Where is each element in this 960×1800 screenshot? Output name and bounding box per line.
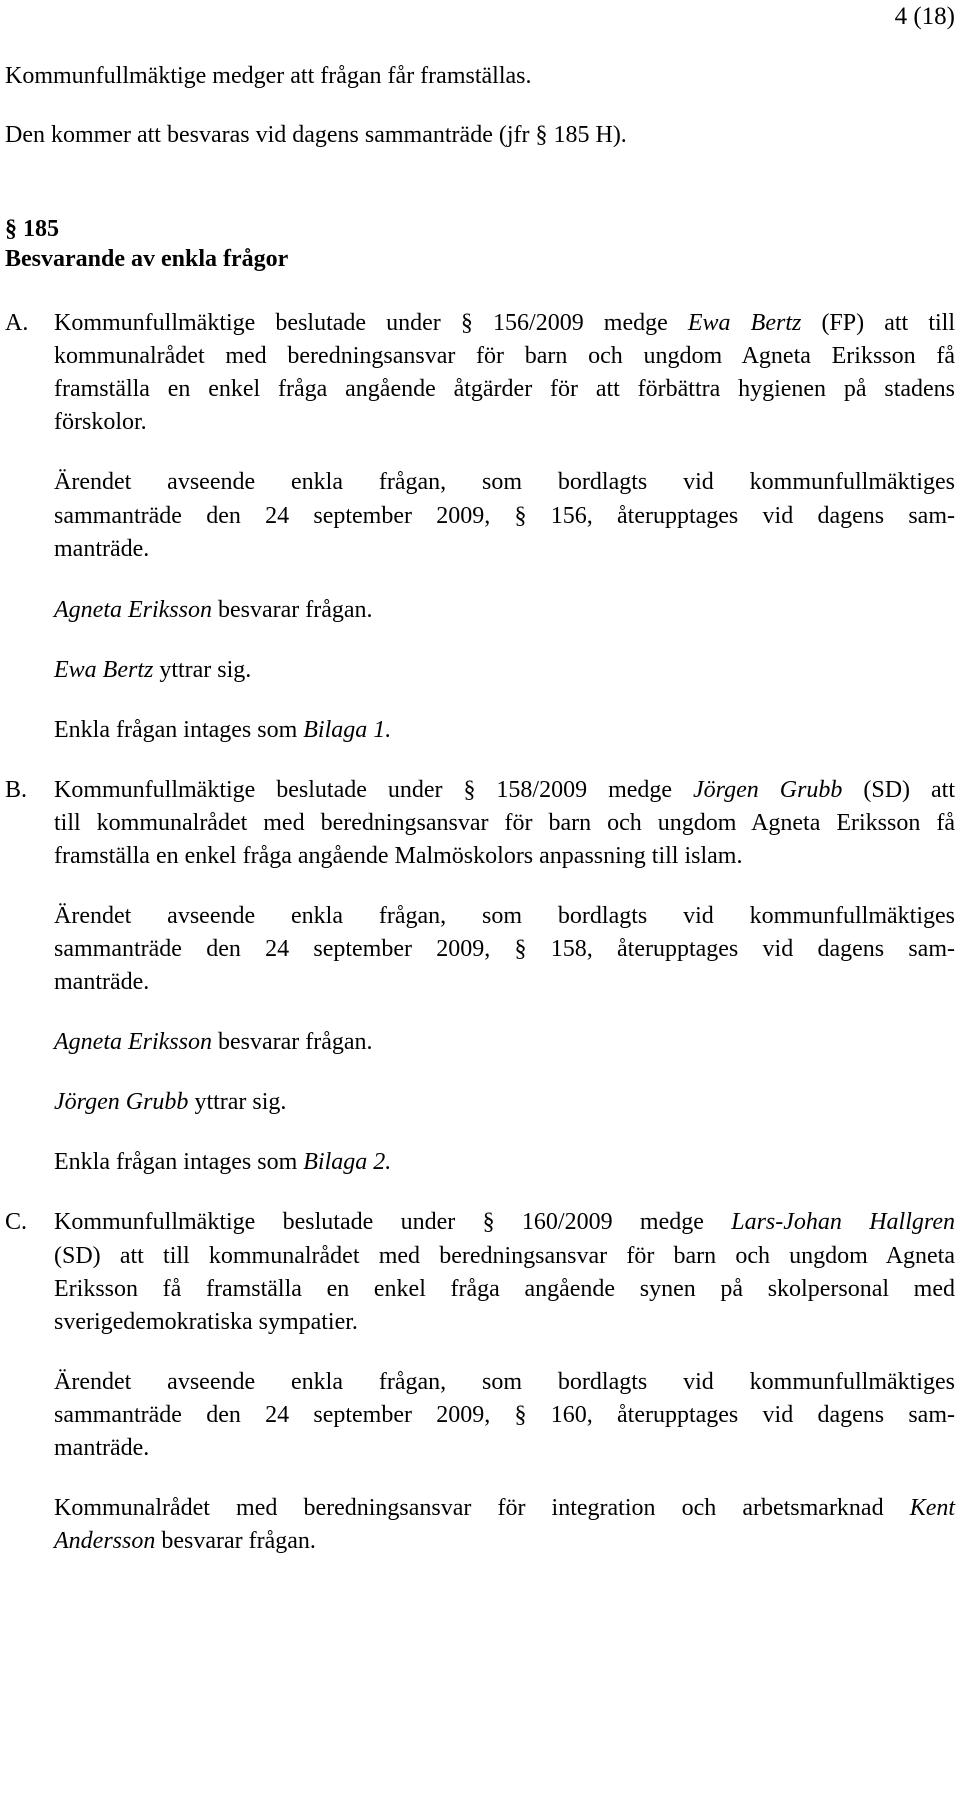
- bilaga-ref: Bilaga 2.: [303, 1149, 392, 1175]
- item-c-answer-line-2: Andersson besvarar frågan.: [54, 1528, 316, 1554]
- replier-name: Jörgen Grubb: [54, 1089, 189, 1115]
- item-c-line-2: (SD) att till kommunalrådet med beredningsansvar för barn och ungdom Agneta: [54, 1243, 955, 1269]
- item-a-line-2: kommunalrådet med beredningsansvar för barn och ungdom Agneta Eriksson få: [54, 343, 955, 369]
- item-b-para2-line-2: sammanträde den 24 september 2009, § 158, återupptages vid dagens sam-: [54, 936, 955, 962]
- item-a-bilaga: Enkla frågan intages som Bilaga 1.: [54, 717, 392, 743]
- item-b-reply: Jörgen Grubb yttrar sig.: [54, 1089, 287, 1115]
- questioner-name: Lars-Johan Hallgren: [731, 1209, 955, 1235]
- item-c-line-3: Eriksson få framställa en enkel fråga angående synen på skolpersonal med: [54, 1276, 955, 1302]
- answerer-name: Kent: [909, 1495, 956, 1521]
- page-number: 4 (18): [894, 3, 955, 30]
- item-a-answer: Agneta Eriksson besvarar frågan.: [54, 597, 373, 623]
- item-b-line-3: framställa en enkel fråga angående Malmöskolors anpassning till islam.: [54, 843, 743, 869]
- item-b-para2-line-1: Ärendet avseende enkla frågan, som bordlagts vid kommunfullmäktiges: [54, 903, 955, 929]
- item-b-label: B.: [5, 777, 28, 803]
- item-b-para2-line-3: manträde.: [54, 969, 150, 995]
- questioner-name: Jörgen Grubb: [693, 777, 843, 803]
- item-c-label: C.: [5, 1209, 28, 1235]
- item-a-para2-line-3: manträde.: [54, 536, 150, 562]
- item-b-bilaga: Enkla frågan intages som Bilaga 2.: [54, 1149, 392, 1175]
- item-a-label: A.: [5, 310, 29, 336]
- item-a-line-1: A. Kommunfullmäktige beslutade under § 156/2009 medge Ewa Bertz (FP) att till: [5, 307, 955, 340]
- item-a-para2-line-2: sammanträde den 24 september 2009, § 156, återupptages vid dagens sam-: [54, 503, 955, 529]
- item-a-reply: Ewa Bertz yttrar sig.: [54, 657, 252, 683]
- item-c-line-1: C. Kommunfullmäktige beslutade under § 160/2009 medge Lars-Johan Hallgren: [5, 1206, 955, 1239]
- answerer-name: Andersson: [54, 1528, 156, 1554]
- item-b-line-2: till kommunalrådet med beredningsansvar för barn och ungdom Agneta Eriksson få: [54, 810, 955, 836]
- section-number: § 185: [5, 216, 59, 242]
- answerer-name: Agneta Eriksson: [54, 1029, 212, 1055]
- bilaga-ref: Bilaga 1.: [303, 717, 392, 743]
- item-c-answer-line-1: Kommunalrådet med beredningsansvar för integration och arbetsmarknad Kent: [54, 1495, 956, 1521]
- item-c-para2-line-3: manträde.: [54, 1435, 150, 1461]
- questioner-name: Ewa Bertz: [687, 310, 802, 336]
- item-b-line-1: B. Kommunfullmäktige beslutade under § 158/2009 medge Jörgen Grubb (SD) att: [5, 774, 955, 807]
- answerer-name: Agneta Eriksson: [54, 597, 212, 623]
- item-c-para2-line-2: sammanträde den 24 september 2009, § 160, återupptages vid dagens sam-: [54, 1402, 955, 1428]
- item-a-line-3: framställa en enkel fråga angående åtgärder för att förbättra hygienen på stadens: [54, 376, 955, 402]
- item-c-para2-line-1: Ärendet avseende enkla frågan, som bordlagts vid kommunfullmäktiges: [54, 1369, 955, 1395]
- intro-line-1: Kommunfullmäktige medger att frågan får framställas.: [5, 63, 532, 89]
- replier-name: Ewa Bertz: [54, 657, 154, 683]
- item-a-para2-line-1: Ärendet avseende enkla frågan, som bordlagts vid kommunfullmäktiges: [54, 469, 955, 495]
- intro-line-2: Den kommer att besvaras vid dagens sammanträde (jfr § 185 H).: [5, 122, 627, 148]
- item-c-line-4: sverigedemokratiska sympatier.: [54, 1309, 358, 1335]
- item-b-answer: Agneta Eriksson besvarar frågan.: [54, 1029, 373, 1055]
- item-a-line-4: förskolor.: [54, 409, 147, 435]
- section-title: Besvarande av enkla frågor: [5, 246, 289, 272]
